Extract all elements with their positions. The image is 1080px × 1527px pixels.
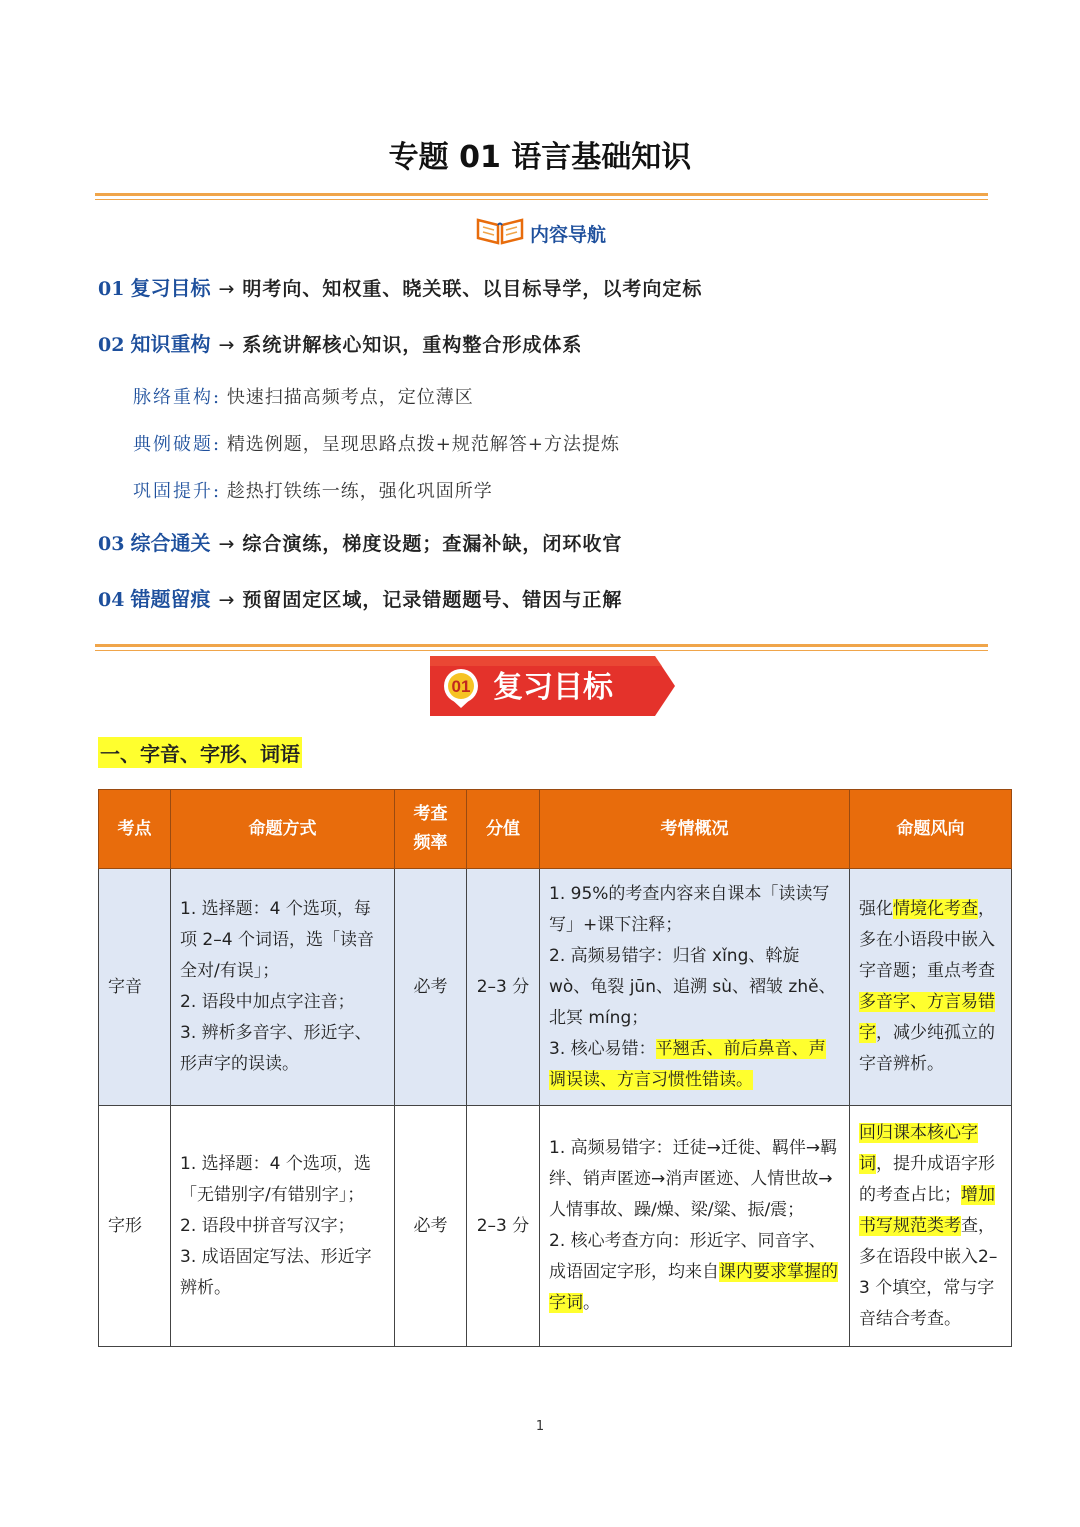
cell-overview: 1. 95%的考查内容来自课本「读读写写」+课下注释； 2. 高频易错字：归省 xǐng、斡旋 wò、龟裂 jūn、追溯 sù、褶皱 zhě、北冥 míng； 3. 核心易错：平翘舌、前后鼻音、声调误读、方言习惯性错读。 [540, 869, 850, 1106]
cell-score: 2–3 分 [467, 1106, 540, 1347]
header-score: 分值 [467, 790, 540, 869]
cell-trend: 强化情境化考查，多在小语段中嵌入字音题；重点考查多音字、方言易错字，减少纯孤立的字音辨析。 [850, 869, 1012, 1106]
middle-divider [95, 644, 988, 651]
section-badge [430, 656, 675, 716]
nav-item-error-log: 04 错题留痕 → 预留固定区域，记录错题题号、错因与正解 [98, 587, 623, 611]
header-overview: 考情概况 [540, 790, 850, 869]
table-header-row [99, 790, 1012, 869]
nav-item-knowledge-rebuild: 02 知识重构 → 系统讲解核心知识，重构整合形成体系 [98, 332, 583, 356]
cell-trend: 回归课本核心字词，提升成语字形的考查占比；增加书写规范类考查，多在语段中嵌入2–3 个填空，常与字音结合考查。 [850, 1106, 1012, 1347]
cell-point: 字音 [99, 869, 171, 1106]
cell-method: 1. 选择题：4 个选项，每项 2–4 个词语，选「读音全对/有误」； 2. 语段中加点字注音； 3. 辨析多音字、形近字、形声字的误读。 [171, 869, 395, 1106]
header-frequency: 考查 频率 [395, 790, 467, 869]
cell-score: 2–3 分 [467, 869, 540, 1106]
nav-header [0, 216, 1080, 250]
nav-item-review-goals: 01 复习目标 → 明考向、知权重、晓关联、以目标导学，以考向定标 [98, 276, 703, 300]
cell-method: 1. 选择题：4 个选项，选「无错别字/有错别字」； 2. 语段中拼音写汉字； 3. 成语固定写法、形近字辨析。 [171, 1106, 395, 1347]
header-point: 考点 [99, 790, 171, 869]
book-icon [474, 216, 526, 250]
table-row [99, 1106, 1012, 1347]
badge-label: 复习目标 [493, 670, 613, 705]
cell-point: 字形 [99, 1106, 171, 1347]
page-title: 专题 01 语言基础知识 [388, 140, 692, 175]
top-divider [95, 193, 988, 200]
header-method: 命题方式 [171, 790, 395, 869]
nav-subitem-examples: 典例破题: 精选例题，呈现思路点拨+规范解答+方法提炼 [133, 434, 620, 455]
page-number: 1 [535, 1419, 545, 1434]
table-row [99, 869, 1012, 1106]
cell-frequency: 必考 [395, 1106, 467, 1347]
exam-table [98, 789, 1012, 1347]
nav-subitem-context: 脉络重构: 快速扫描高频考点，定位薄区 [133, 387, 474, 408]
nav-item-comprehensive: 03 综合通关 → 综合演练，梯度设题；查漏补缺，闭环收官 [98, 531, 623, 555]
nav-label: 内容导航 [529, 223, 606, 246]
header-trend: 命题风向 [850, 790, 1012, 869]
cell-overview: 1. 高频易错字：迁徒→迁徙、羁伴→羁绊、销声匿迹→消声匿迹、人情世故→人情事故、躁/燥、梁/粱、振/震； 2. 核心考查方向：形近字、同音字、成语固定字形，均来自课内要求掌握的字词。 [540, 1106, 850, 1347]
badge-number: 01 [451, 677, 471, 696]
nav-subitem-consolidate: 巩固提升: 趁热打铁练一练，强化巩固所学 [133, 481, 493, 502]
cell-frequency: 必考 [395, 869, 467, 1106]
section-title: 一、字音、字形、词语 [98, 737, 302, 768]
